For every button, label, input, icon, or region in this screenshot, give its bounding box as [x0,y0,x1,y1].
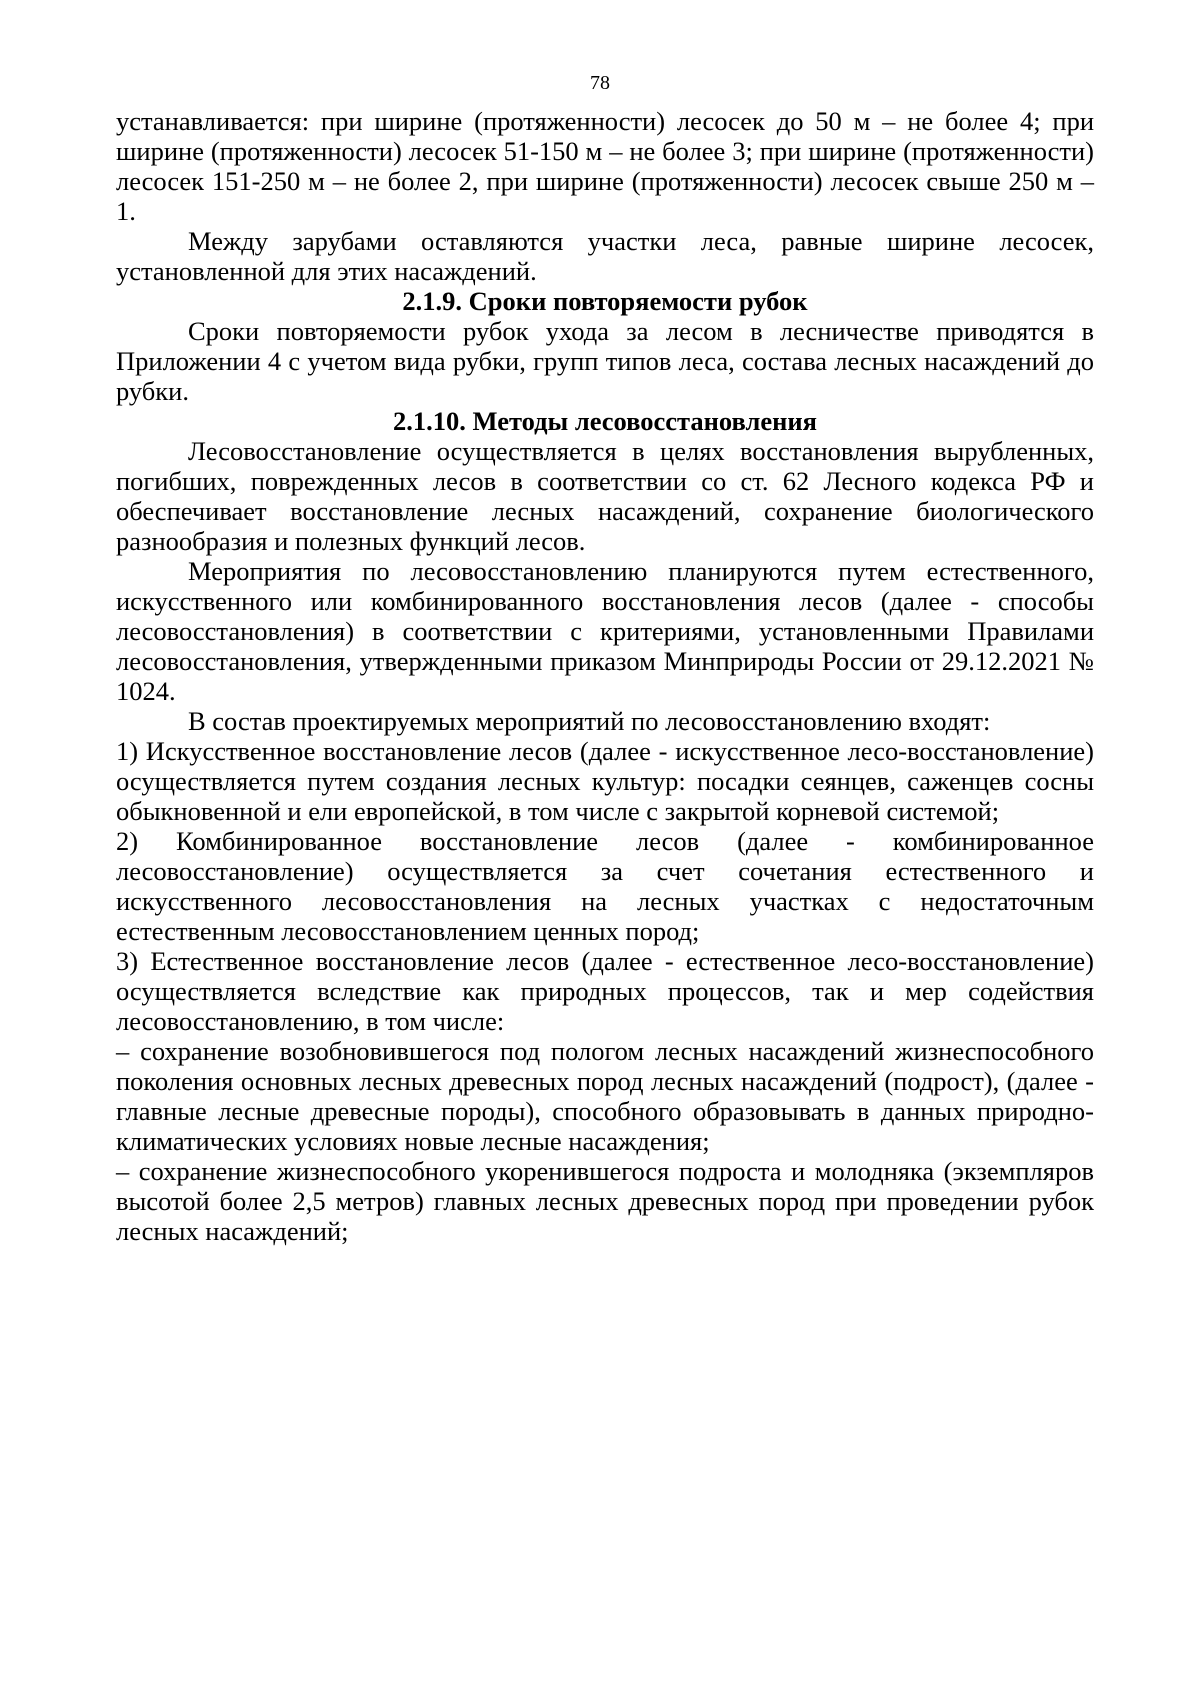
paragraph: Сроки повторяемости рубок ухода за лесом в лесничестве приводятся в Приложении 4 с учетом вида рубки, групп типов леса, состава лесных насаждений до рубки. [116,316,1094,406]
list-item: 2) Комбинированное восстановление лесов (далее - комбинированное лесовосстановление) осуществляется за счет сочетания естественного и искусственного лесовосстановления на лесных участках с недостаточным естественным лесовосстановлением ценных пород; [116,826,1094,946]
list-item: – сохранение жизнеспособного укоренившегося подроста и молодняка (экземпляров высотой более 2,5 метров) главных лесных древесных пород при проведении рубок лесных насаждений; [116,1156,1094,1246]
section-heading: 2.1.9. Сроки повторяемости рубок [402,286,808,316]
paragraph: Между зарубами оставляются участки леса, равные ширине лесосек, установленной для этих насаждений. [116,226,1094,286]
paragraph: Лесовосстановление осуществляется в целях восстановления вырубленных, погибших, поврежденных лесов в соответствии со ст. 62 Лесного кодекса РФ и обеспечивает восстановление лесных насаждений, сохранение биологического разнообразия и полезных функций лесов. [116,436,1094,556]
page-number: 78 [590,72,610,94]
section-heading: 2.1.10. Методы лесовосстановления [393,406,817,436]
list-item: – сохранение возобновившегося под пологом лесных насаждений жизнеспособного поколения основных лесных древесных пород лесных насаждений (подрост), (далее - главные лесные древесные породы), способного образовывать в данных природно-климатических условиях новые лесные насаждения; [116,1036,1094,1156]
page-body [116,106,1094,1246]
paragraph: В состав проектируемых мероприятий по лесовосстановлению входят: [188,706,991,736]
list-item: 3) Естественное восстановление лесов (далее - естественное лесо-восстановление) осуществляется вследствие как природных процессов, так и мер содействия лесовосстановлению, в том числе: [116,946,1094,1036]
paragraph: устанавливается: при ширине (протяженности) лесосек до 50 м – не более 4; при ширине (протяженности) лесосек 51-150 м – не более 3; при ширине (протяженности) лесосек 151-250 м – не более 2, при ширине (протяженности) лесосек свыше 250 м – 1. [116,106,1094,226]
paragraph: Мероприятия по лесовосстановлению планируются путем естественного, искусственного или комбинированного восстановления лесов (далее - способы лесовосстановления) в соответствии с критериями, установленными Правилами лесовосстановления, утвержденными приказом Минприроды России от 29.12.2021 № 1024. [116,556,1094,706]
list-item: 1) Искусственное восстановление лесов (далее - искусственное лесо-восстановление) осуществляется путем создания лесных культур: посадки сеянцев, саженцев сосны обыкновенной и ели европейской, в том числе с закрытой корневой системой; [116,736,1094,826]
